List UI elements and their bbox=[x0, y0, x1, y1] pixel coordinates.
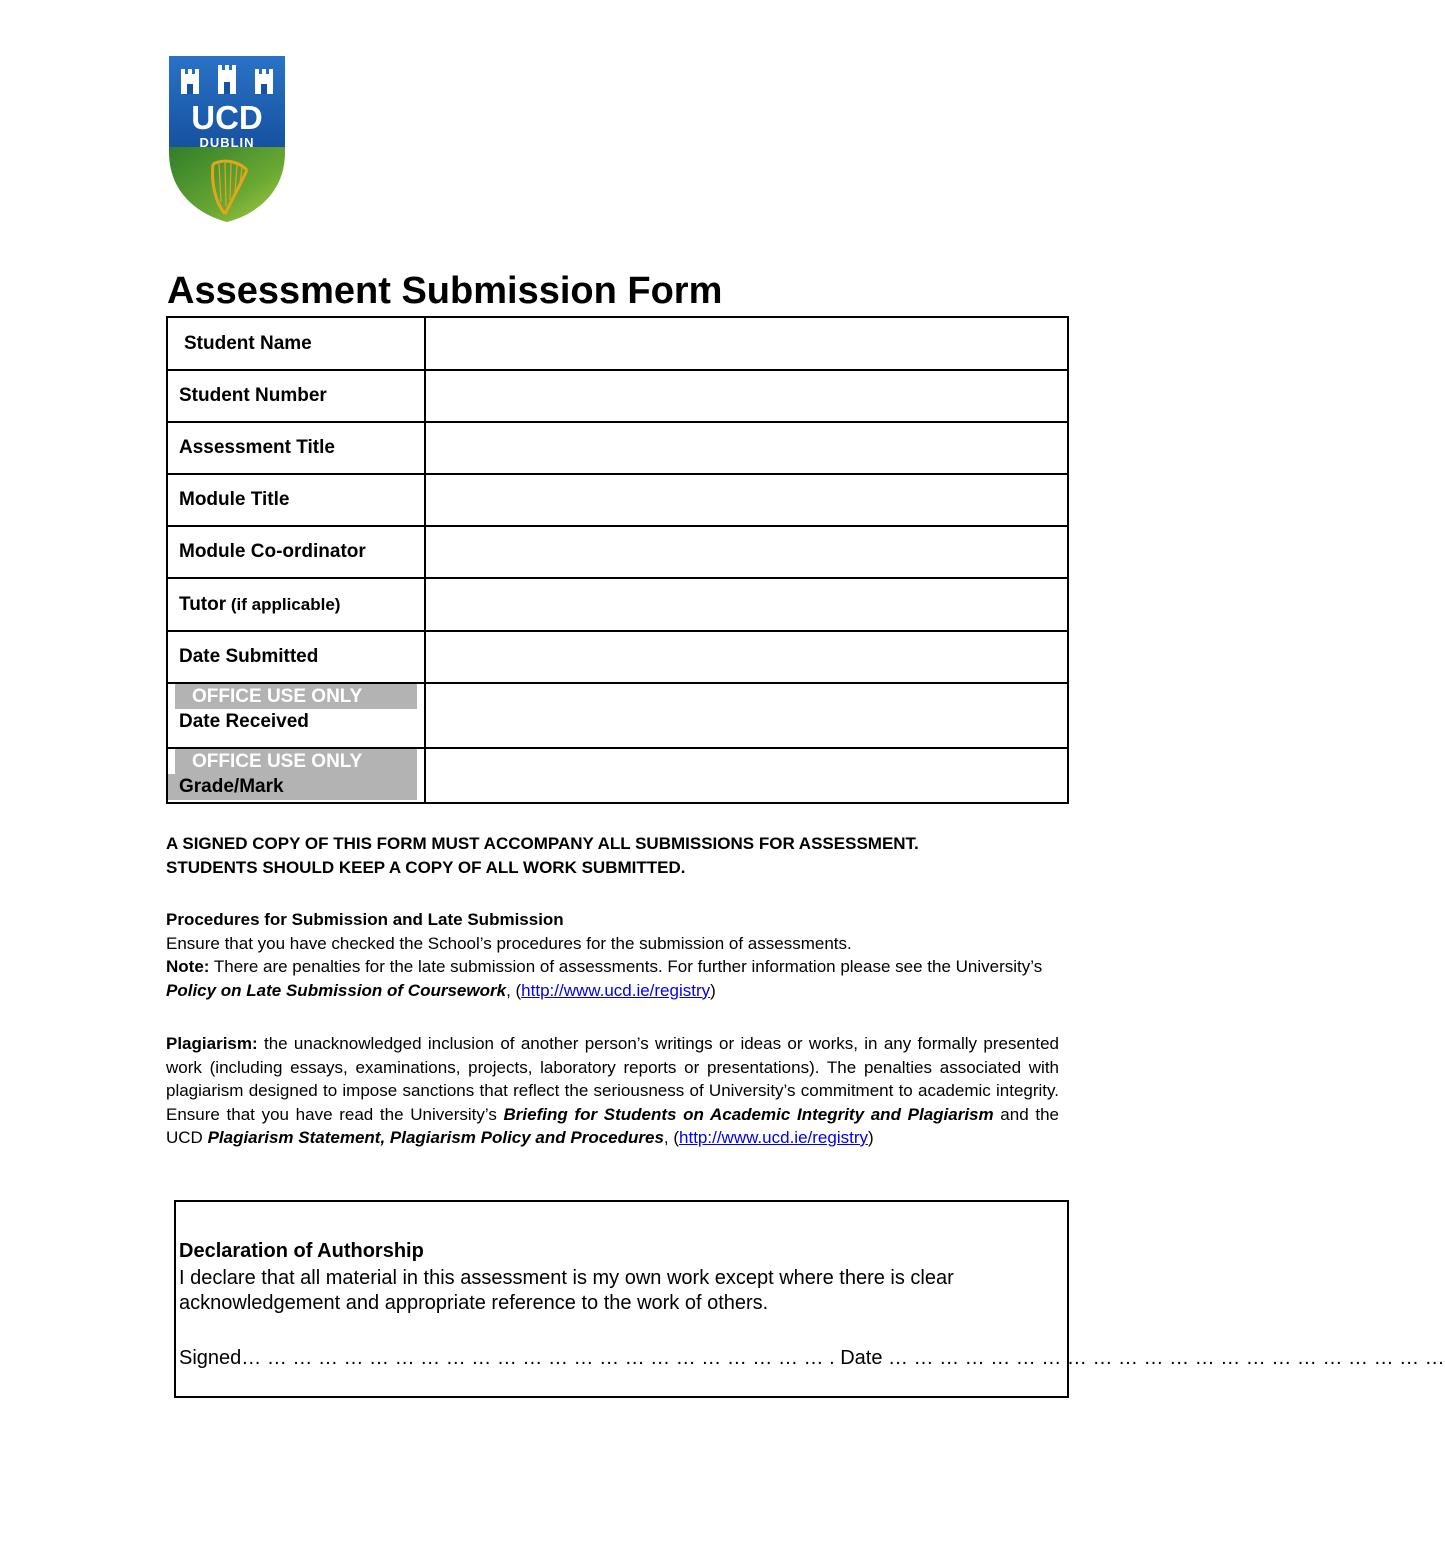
procedures-line-1: Ensure that you have checked the School’s procedures for the submission of assessments. bbox=[166, 933, 852, 953]
tutor-field[interactable] bbox=[425, 578, 1068, 631]
form-row-student-number bbox=[167, 370, 1068, 422]
page-title: Assessment Submission Form bbox=[167, 270, 723, 312]
plagiarism-close: ) bbox=[867, 1128, 874, 1147]
plagiarism-text-2: and the UCD bbox=[166, 1104, 1059, 1147]
form-row-date-received bbox=[167, 683, 1068, 748]
label-student-name: Student Name bbox=[167, 317, 425, 370]
label-date-received: Date Received bbox=[179, 711, 309, 732]
declaration-title: Declaration of Authorship bbox=[179, 1240, 424, 1262]
procedures-section bbox=[166, 908, 1059, 1002]
office-use-badge: OFFICE USE ONLY bbox=[175, 684, 417, 709]
procedures-note bbox=[166, 955, 1059, 1002]
plagiarism-section bbox=[166, 1032, 1059, 1150]
student-name-field[interactable] bbox=[425, 317, 1068, 370]
office-use-badge: OFFICE USE ONLY bbox=[175, 749, 417, 774]
label-assessment-title: Assessment Title bbox=[167, 422, 425, 474]
form-row-student-name bbox=[167, 317, 1068, 370]
declaration-text: I declare that all material in this assessment is my own work except where there is clear acknowledgement and appropriate reference to the work of others. bbox=[179, 1267, 954, 1314]
notice-line-1: A SIGNED COPY OF THIS FORM MUST ACCOMPANY ALL SUBMISSIONS FOR ASSESSMENT. bbox=[166, 834, 919, 853]
date-submitted-field[interactable] bbox=[425, 631, 1068, 683]
briefing-title: Briefing for Students on Academic Integrity and Plagiarism bbox=[503, 1104, 994, 1124]
procedures-heading: Procedures for Submission and Late Submission bbox=[166, 910, 564, 929]
label-module-coordinator: Module Co-ordinator bbox=[167, 526, 425, 578]
notice-line-2: STUDENTS SHOULD KEEP A COPY OF ALL WORK SUBMITTED. bbox=[166, 858, 686, 877]
logo-text-dublin: DUBLIN bbox=[199, 135, 255, 150]
student-number-field[interactable] bbox=[425, 370, 1068, 422]
form-row-date-submitted bbox=[167, 631, 1068, 683]
note-text: There are penalties for the late submission of assessments. For further information please see the University’s bbox=[209, 957, 1043, 976]
submission-notice bbox=[166, 832, 919, 880]
logo-text-ucd: UCD bbox=[191, 99, 263, 136]
module-title-field[interactable] bbox=[425, 474, 1068, 526]
registry-link-2[interactable]: http://www.ucd.ie/registry bbox=[679, 1128, 868, 1147]
module-coordinator-field[interactable] bbox=[425, 526, 1068, 578]
form-row-tutor bbox=[167, 578, 1068, 631]
assessment-title-field[interactable] bbox=[425, 422, 1068, 474]
registry-link[interactable]: http://www.ucd.ie/registry bbox=[521, 980, 711, 1000]
date-received-field[interactable] bbox=[425, 683, 1068, 748]
late-policy-title: Policy on Late Submission of Coursework bbox=[166, 980, 507, 1000]
submission-form-table bbox=[166, 316, 1069, 804]
label-module-title: Module Title bbox=[167, 474, 425, 526]
procedures-close: ) bbox=[710, 980, 716, 1000]
plagiarism-statement-title: Plagiarism Statement, Plagiarism Policy and Procedures bbox=[207, 1128, 664, 1147]
form-row-module-coordinator bbox=[167, 526, 1068, 578]
office-cell-grade-mark bbox=[167, 748, 425, 803]
label-tutor-text: Tutor bbox=[179, 593, 227, 615]
form-row-grade-mark bbox=[167, 748, 1068, 803]
label-student-number: Student Number bbox=[167, 370, 425, 422]
label-grade-mark: Grade/Mark bbox=[168, 774, 417, 800]
form-row-module-title bbox=[167, 474, 1068, 526]
office-cell-date-received bbox=[167, 683, 425, 748]
label-tutor bbox=[167, 578, 425, 631]
plagiarism-text-1: the unacknowledged inclusion of another person’s writings or ideas or works, in any formally presented work (including essays, examinations, projects, laboratory reports or presentations). The penalties associated with plagiarism designed to impose sanctions that reflect the seriousness of University’s commitment to academic integrity. Ensure that you have read the University’s bbox=[166, 1034, 1059, 1124]
declaration-box bbox=[174, 1200, 1445, 1398]
grade-mark-field[interactable] bbox=[425, 748, 1068, 803]
ucd-dublin-logo bbox=[167, 52, 287, 224]
signature-date-line[interactable]: Signed… … … … … … … … … … … … … … … … … … … … … … … . Date … … … … … … … … … … … … … … … … … … … … … … bbox=[179, 1347, 1445, 1369]
procedures-sep: , ( bbox=[506, 980, 522, 1000]
label-date-submitted: Date Submitted bbox=[167, 631, 425, 683]
note-label: Note: bbox=[166, 957, 210, 976]
label-tutor-suffix: (if applicable) bbox=[226, 594, 341, 614]
plagiarism-sep: , ( bbox=[663, 1128, 680, 1147]
form-row-assessment-title bbox=[167, 422, 1068, 474]
plagiarism-label: Plagiarism: bbox=[166, 1034, 258, 1053]
